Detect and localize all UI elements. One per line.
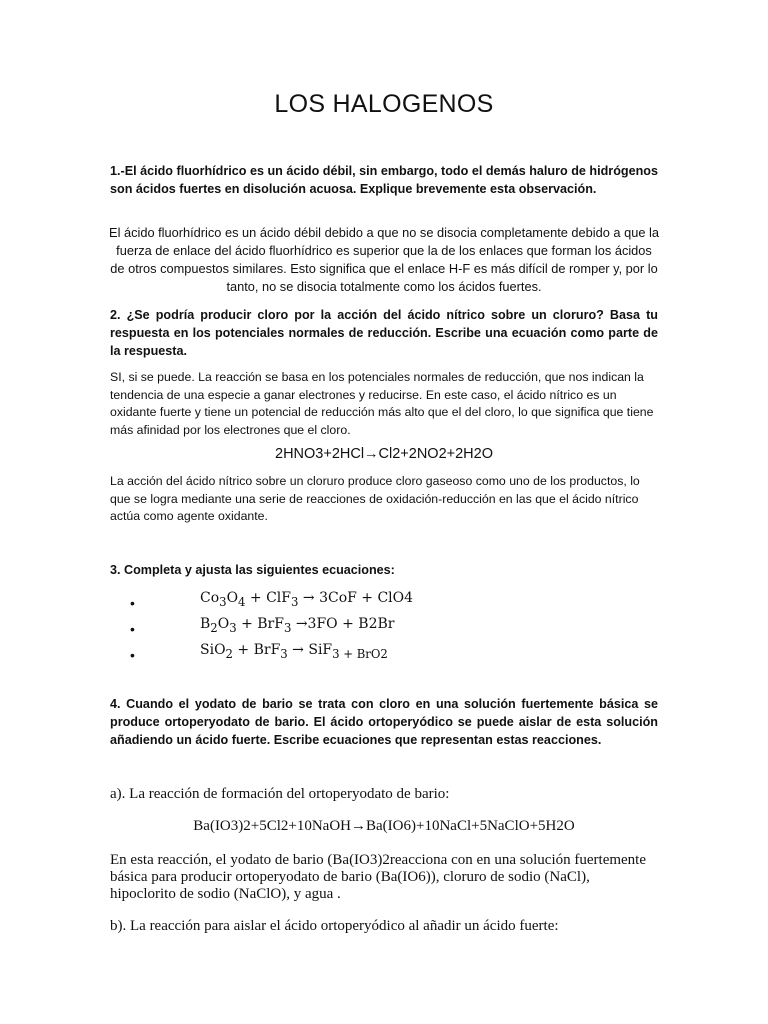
bullet-icon: • [130, 595, 135, 611]
equation-2: 2HNO3+2HCl→Cl2+2NO2+2H2O [275, 446, 493, 462]
list-item [130, 616, 550, 642]
question-1: 1.-El ácido fluorhídrico es un ácido débil, sin embargo, todo el demás haluro de hidrógenos son ácidos fuertes en disolución acuosa. Explique brevemente esta observación. [110, 164, 658, 196]
question-3: 3. Completa y ajusta las siguientes ecuaciones: [110, 563, 395, 577]
equation-3a: $Co_3O_4 + ClF_3 \to 3CoF + ClO4$ [200, 590, 414, 609]
question-2: 2. ¿Se podría producir cloro por la acción del ácido nítrico sobre un cloruro? Basa tu respuesta en los potenciales normales de reducción. Escribe una ecuación como parte de la respuesta. [110, 308, 658, 358]
answer-2-continued: La acción del ácido nítrico sobre un cloruro produce cloro gaseoso como uno de los productos, lo que se logra mediante una serie de reacciones de oxidación-reducción en las que el ácido nítrico actúa como agente oxidante. [110, 474, 640, 523]
bullet-icon: • [130, 647, 135, 663]
equation-3c: SiO$_2$ + BrF$_3$ → SiF$_3$ $_{+ BrO2}$ [200, 642, 388, 661]
answer-1: El ácido fluorhídrico es un ácido débil debido a que no se disocia completamente debido a que la fuerza de enlace del ácido fluorhídrico es superior que la de los enlaces que forman los ácidos de otros compuestos similares. Esto significa que el enlace H-F es más difícil de romper y, por lo tanto, no se disocia totalmente como los ácidos fuertes. [109, 225, 659, 294]
page-title: LOS HALOGENOS [274, 90, 494, 118]
bullet-icon: • [130, 621, 135, 637]
question-4: 4. Cuando el yodato de bario se trata con cloro en una solución fuertemente básica se produce ortoperyodato de bario. El ácido ortoperyódico se puede aislar de esta solución añadiendo un ácido fuerte. Escribe ecuaciones que representan estas reacciones. [110, 697, 658, 747]
list-item [130, 642, 550, 668]
answer-4b-heading: b). La reacción para aislar el ácido ortoperyódico al añadir un ácido fuerte: [110, 918, 559, 934]
list-item [130, 590, 550, 616]
answer-4a-text: En esta reacción, el yodato de bario (Ba(IO3)2reacciona con en una solución fuertemente básica para producir ortoperyodato de bario (Ba(IO6)), cloruro de sodio (NaCl), hipoclorito de sodio (NaClO), y agua . [110, 852, 647, 902]
answer-2: SI, si se puede. La reacción se basa en los potenciales normales de reducción, que nos indican la tendencia de una especie a ganar electrones y reducirse. En este caso, el ácido nítrico es un oxidante fuerte y tiene un potencial de reducción más alto que el del cloro, lo que significa que tiene más afinidad por los electrones que el cloro. [110, 370, 654, 437]
equations-list [130, 590, 550, 668]
equation-4: Ba(IO3)2+5Cl2+10NaOH→Ba(IO6)+10NaCl+5NaClO+5H2O [193, 818, 575, 834]
equation-3b: $B_2O_3 + BrF_3 \to 3FO + B2Br$ [200, 616, 395, 635]
answer-4a-heading: a). La reacción de formación del ortoperyodato de bario: [110, 786, 450, 802]
